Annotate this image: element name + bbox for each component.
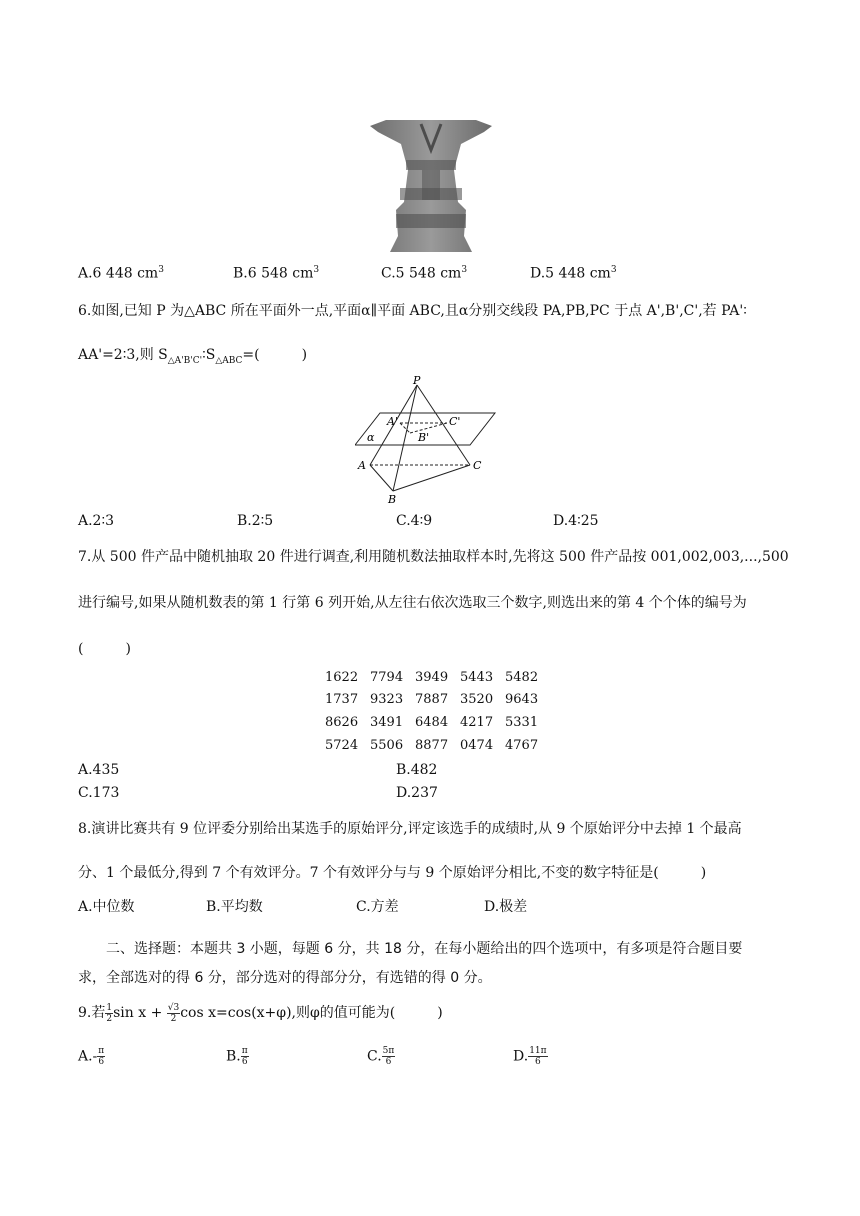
- table-cell: 8877: [415, 738, 449, 753]
- frac-numerator: √3: [167, 1002, 180, 1013]
- section2-heading-line1: 二、选择题：本题共 3 小题，每题 6 分，共 18 分，在每小题给出的四个选项中，有多项是符合题目要: [106, 941, 743, 957]
- q5-option-a-text: A.6 448 cm: [78, 265, 159, 282]
- label-P: P: [413, 375, 421, 387]
- table-cell: 5506: [370, 738, 404, 753]
- option-frac: [97, 1046, 105, 1067]
- table-cell: 9643: [505, 692, 539, 707]
- table-cell: 3520: [460, 692, 494, 707]
- table-cell: 6484: [415, 715, 449, 730]
- unit-superscript: 3: [610, 265, 617, 275]
- label-C: C: [473, 459, 482, 472]
- table-cell: 1622: [325, 670, 359, 685]
- q6-option-a: A.2∶3: [78, 513, 115, 529]
- q9-option-a: [78, 1046, 105, 1067]
- section2-heading-line2: 求，全部选对的得 6 分，部分选对的得部分分，有选错的得 0 分。: [78, 970, 492, 986]
- option-frac: [241, 1046, 249, 1067]
- q8-option-a: A.中位数: [78, 899, 135, 915]
- frac-denominator: 2: [106, 1013, 113, 1024]
- q7-stem-line1: 7.从 500 件产品中随机抽取 20 件进行调查,利用随机数法抽取样本时,先将这 500 件产品按 001,002,003,...,500: [78, 549, 789, 565]
- pyramid-figure: [355, 375, 505, 505]
- q9-option-c: [367, 1046, 395, 1067]
- label-B-prime: B': [418, 431, 430, 444]
- q5-option-c-text: C.5 548 cm: [381, 265, 462, 282]
- option-label: A.-: [78, 1048, 98, 1065]
- q5-option-b: [233, 265, 319, 282]
- q7-option-c: C.173: [78, 785, 120, 801]
- frac-denominator: 2: [170, 1013, 177, 1024]
- label-C-prime: C': [449, 415, 461, 428]
- q7-option-d: D.237: [396, 785, 438, 801]
- frac-denominator: 6: [385, 1057, 392, 1067]
- q9-sin-text: sin x +: [113, 1005, 167, 1021]
- table-cell: 0474: [460, 738, 494, 753]
- option-label: B.: [226, 1048, 241, 1065]
- table-cell: 5331: [505, 715, 539, 730]
- q9-frac-2: [167, 1003, 180, 1024]
- q6-subscript-2: △ABC: [215, 355, 243, 366]
- frac-denominator: 6: [98, 1057, 105, 1067]
- q9-option-d: [513, 1046, 548, 1067]
- q8-option-c: C.方差: [356, 899, 399, 915]
- q8-stem-line1: 8.演讲比赛共有 9 位评委分别给出某选手的原始评分,评定该选手的成绩时,从 9 个原始评分中去掉 1 个最高: [78, 821, 742, 837]
- q6-option-d: D.4∶25: [553, 513, 599, 529]
- q9-frac-1: [105, 1003, 113, 1024]
- frac-numerator: 11π: [529, 1046, 547, 1056]
- q9-prefix: 9.若: [78, 1005, 106, 1021]
- q6-stem-line1: 6.如图,已知 P 为△ABC 所在平面外一点,平面α∥平面 ABC,且α分别交线段 PA,PB,PC 于点 A',B',C',若 PA'∶: [78, 303, 747, 319]
- q7-option-a: A.435: [78, 762, 120, 778]
- q6-option-c: C.4∶9: [396, 513, 433, 529]
- q7-stem-line2: 进行编号,如果从随机数表的第 1 行第 6 列开始,从左往右依次选取三个数字,则选出来的第 4 个个体的编号为: [78, 595, 747, 611]
- frac-numerator: π: [98, 1046, 105, 1056]
- q7-option-b: B.482: [396, 762, 438, 778]
- q6-option-b: B.2∶5: [237, 513, 274, 529]
- q8-option-b: B.平均数: [206, 899, 263, 915]
- q8-stem-line2: 分、1 个最低分,得到 7 个有效评分。7 个有效评分与与 9 个原始评分相比,不变的数字特征是( ): [78, 865, 707, 881]
- q5-option-c: [381, 265, 467, 282]
- q6-line2-pre: AA'=2∶3,则 S: [78, 347, 168, 363]
- q6-line2-post: =( ): [242, 347, 308, 363]
- q8-option-d: D.极差: [484, 899, 528, 915]
- table-cell: 3491: [370, 715, 404, 730]
- random-number-table: [325, 670, 545, 760]
- label-A: A: [358, 459, 366, 472]
- q5-option-a: [78, 265, 164, 282]
- q6-line2-mid: ∶S: [202, 347, 216, 363]
- q5-option-d-text: D.5 448 cm: [530, 265, 611, 282]
- q6-stem-line2: [78, 344, 307, 366]
- label-A-prime: A': [387, 415, 398, 428]
- table-cell: 9323: [370, 692, 404, 707]
- frac-denominator: 6: [535, 1057, 541, 1067]
- unit-superscript: 3: [158, 265, 164, 275]
- frac-denominator: 6: [241, 1057, 248, 1067]
- label-B: B: [388, 493, 397, 505]
- table-cell: 4217: [460, 715, 494, 730]
- table-cell: 5724: [325, 738, 359, 753]
- frac-numerator: π: [241, 1046, 248, 1056]
- q7-stem-line3: ( ): [78, 641, 131, 657]
- frac-numerator: 1: [106, 1002, 113, 1013]
- option-label: D.: [513, 1048, 529, 1065]
- q9-stem: [78, 1002, 443, 1024]
- table-cell: 5482: [505, 670, 539, 685]
- option-frac: [528, 1046, 547, 1067]
- table-cell: 7887: [415, 692, 449, 707]
- label-alpha: α: [367, 431, 375, 444]
- table-cell: 4767: [505, 738, 539, 753]
- table-cell: 8626: [325, 715, 359, 730]
- q6-subscript-1: △A'B'C': [167, 355, 203, 366]
- q5-option-b-text: B.6 548 cm: [233, 265, 314, 282]
- table-cell: 1737: [325, 692, 359, 707]
- frac-numerator: 5π: [382, 1046, 395, 1056]
- unit-superscript: 3: [461, 265, 468, 275]
- table-cell: 5443: [460, 670, 494, 685]
- table-cell: 3949: [415, 670, 449, 685]
- q9-rest: cos x=cos(x+φ),则φ的值可能为( ): [180, 1005, 443, 1021]
- bronze-vessel-image: [366, 110, 496, 256]
- q9-option-b: [226, 1046, 249, 1067]
- table-cell: 7794: [370, 670, 404, 685]
- option-label: C.: [367, 1048, 382, 1065]
- option-frac: [382, 1046, 396, 1067]
- unit-superscript: 3: [313, 265, 320, 275]
- q5-option-d: [530, 265, 617, 282]
